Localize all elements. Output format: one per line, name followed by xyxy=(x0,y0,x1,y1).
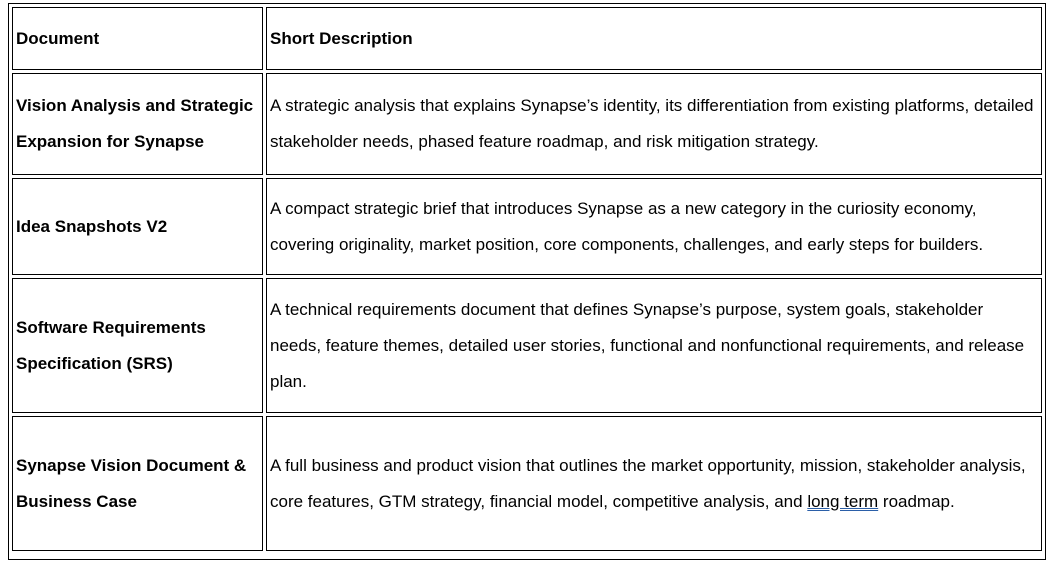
table-row xyxy=(12,416,1042,551)
document-description: A compact strategic brief that introduces Synapse as a new category in the curiosity economy, covering originality, market position, core components, challenges, and early steps for builders. xyxy=(266,178,1042,275)
document-table xyxy=(9,4,1045,554)
document-description xyxy=(266,416,1042,551)
header-document: Document xyxy=(12,7,263,70)
table-row xyxy=(12,278,1042,413)
document-name: Software Requirements Specification (SRS) xyxy=(12,278,263,413)
document-name: Idea Snapshots V2 xyxy=(12,178,263,275)
description-text: A full business and product vision that outlines the market opportunity, mission, stakeholder analysis, core features, GTM strategy, financial model, competitive analysis, and xyxy=(270,455,1026,511)
document-description: A technical requirements document that defines Synapse’s purpose, system goals, stakeholder needs, feature themes, detailed user stories, functional and nonfunctional requirements, and release plan. xyxy=(266,278,1042,413)
spellcheck-underlined-text: long term xyxy=(807,491,879,511)
table-row xyxy=(12,73,1042,175)
table-row xyxy=(12,178,1042,275)
header-description: Short Description xyxy=(266,7,1042,70)
table-header-row xyxy=(12,7,1042,70)
document-table-frame xyxy=(8,3,1046,560)
document-description: A strategic analysis that explains Synapse’s identity, its differentiation from existing platforms, detailed stakeholder needs, phased feature roadmap, and risk mitigation strategy. xyxy=(266,73,1042,175)
document-name: Synapse Vision Document & Business Case xyxy=(12,416,263,551)
description-text-end: roadmap. xyxy=(878,491,955,511)
document-name: Vision Analysis and Strategic Expansion for Synapse xyxy=(12,73,263,175)
